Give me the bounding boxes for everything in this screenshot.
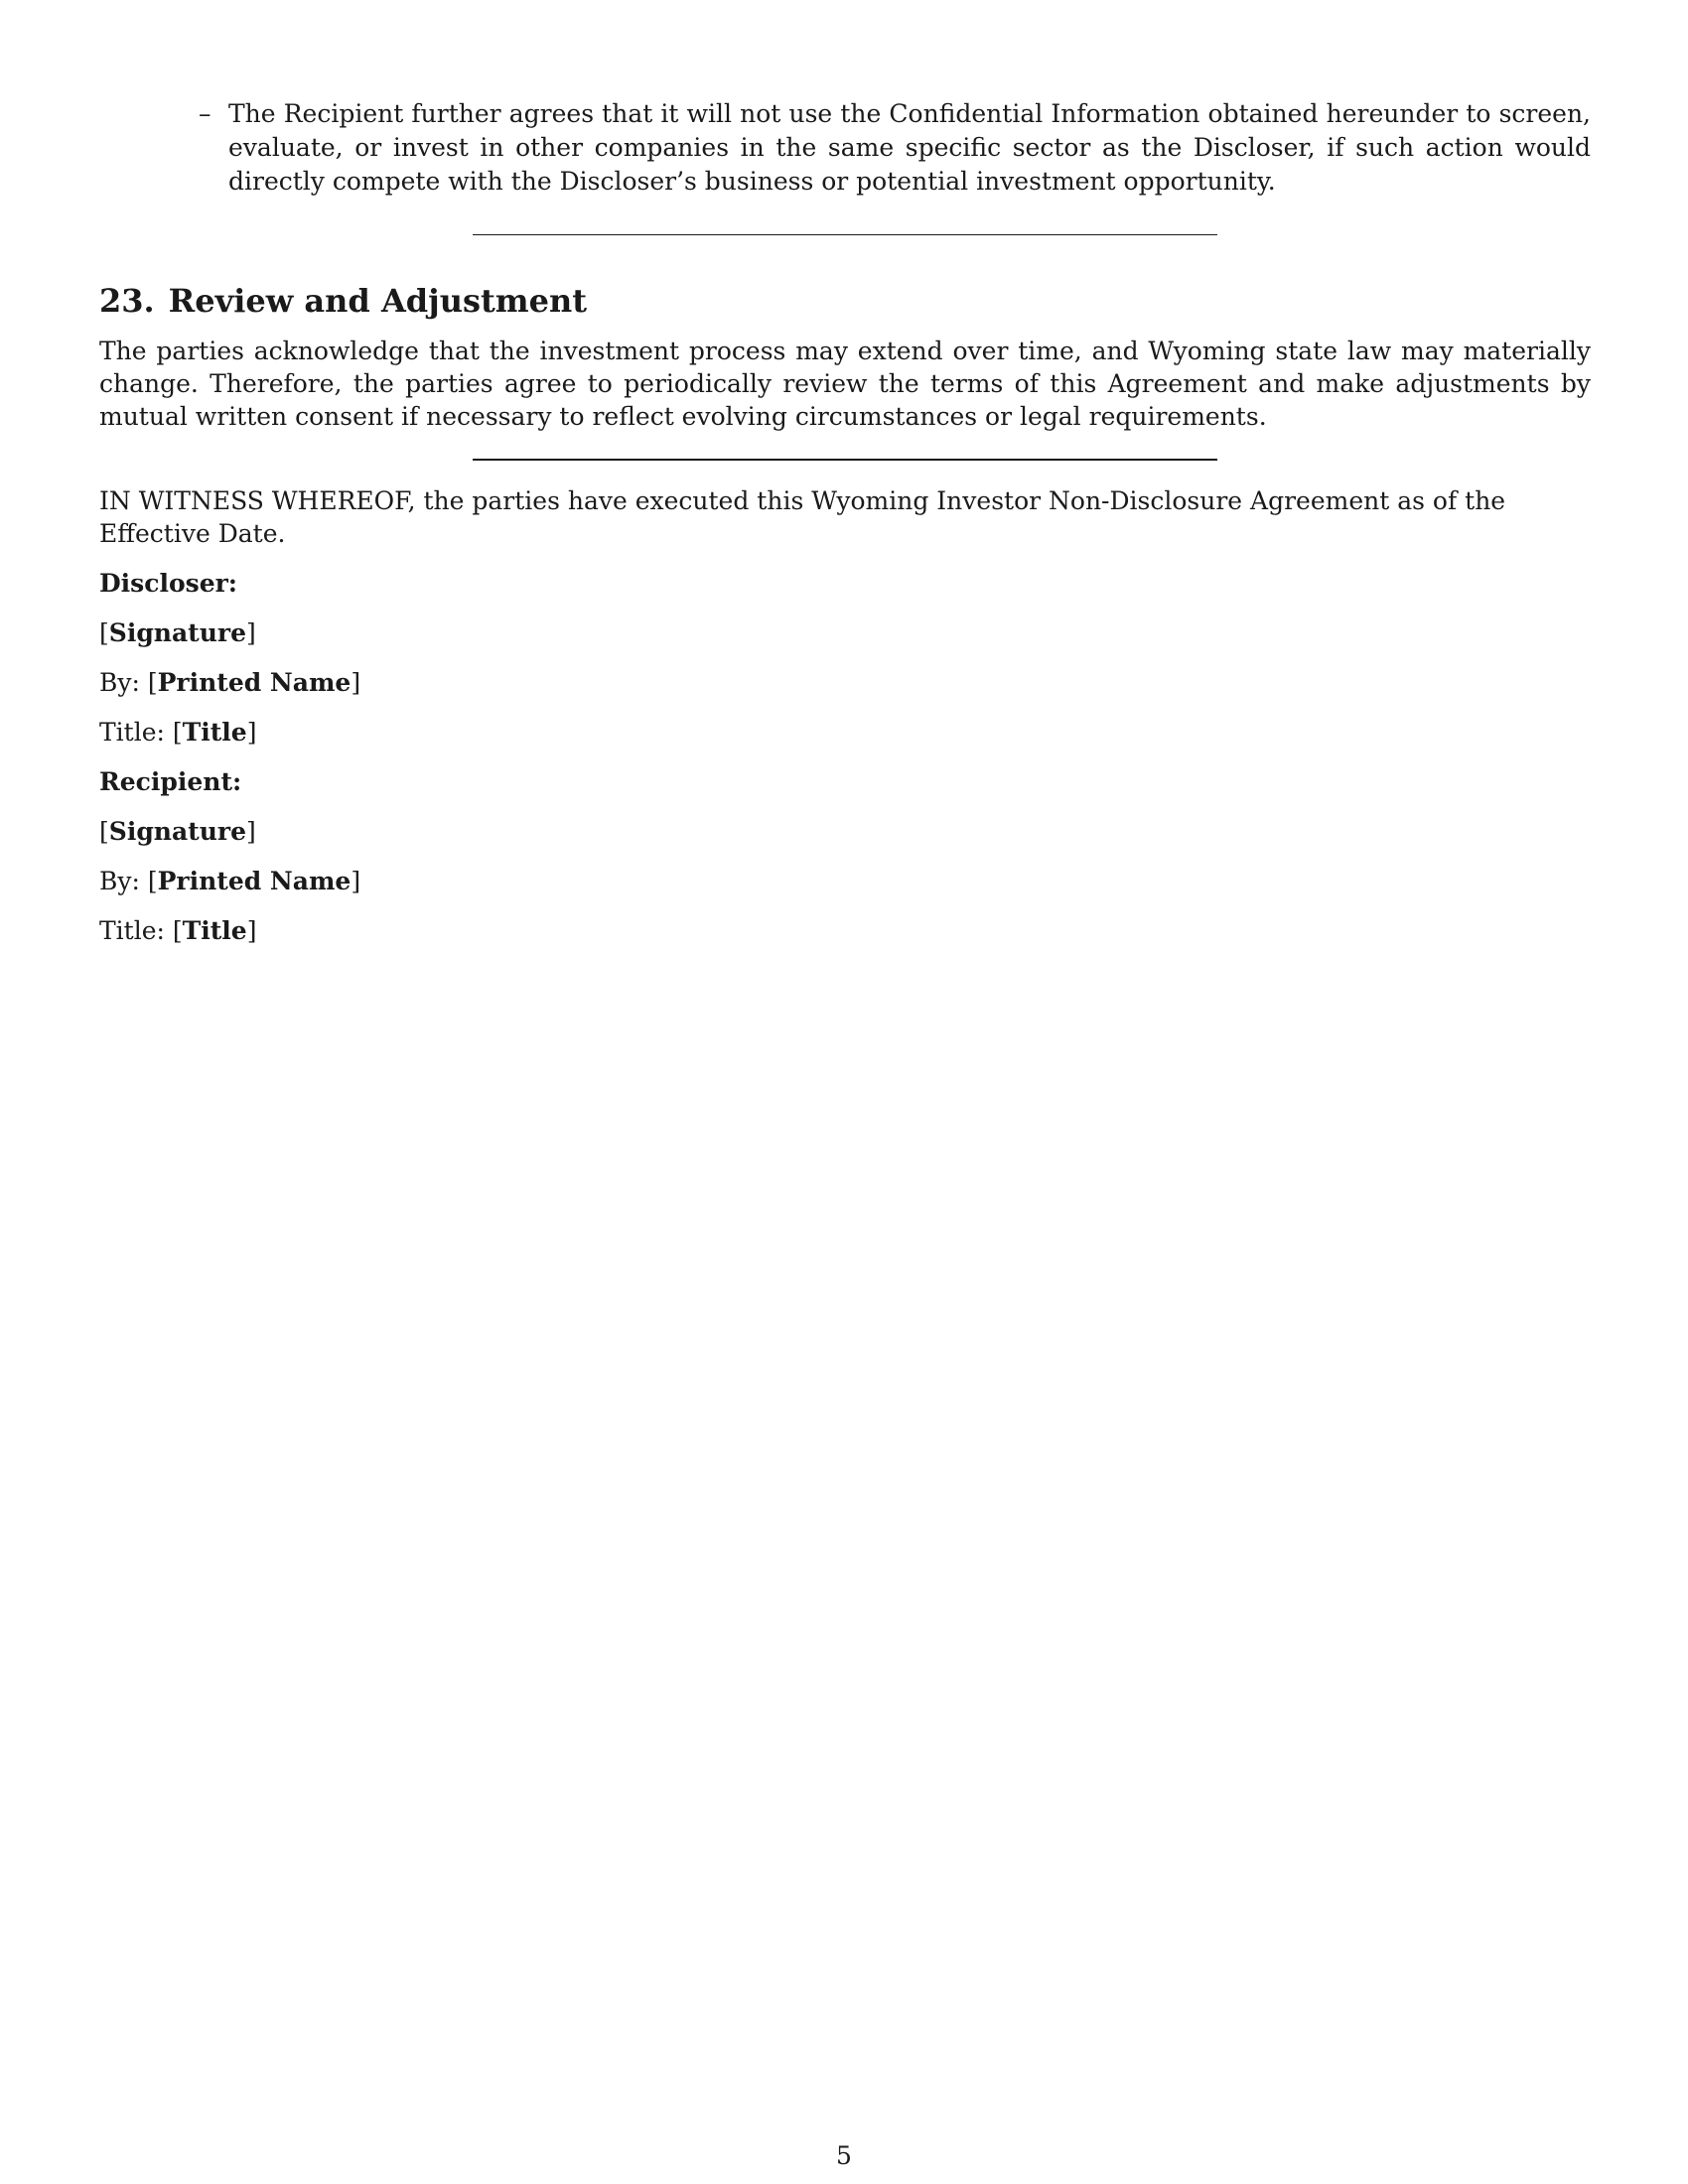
discloser-title-label: Title:	[99, 718, 165, 747]
discloser-signature-placeholder: Signature	[108, 618, 246, 647]
discloser-block	[99, 567, 1591, 749]
discloser-signature: [Signature]	[99, 618, 256, 647]
bullet-text: The Recipient further agrees that it will not use the Confidential Information obtained hereunder to screen, evaluate, or invest in other companies in the same specific sector as the Discloser, if such action would directly compete with the Discloser’s business or potential investment opportunity.	[228, 99, 1591, 196]
discloser-title-placeholder: Title	[182, 718, 247, 747]
discloser-heading: Discloser:	[99, 569, 238, 598]
discloser-title: Title: [Title]	[99, 718, 257, 747]
section-body: The parties acknowledge that the investment process may extend over time, and Wyoming state law may materially change. Therefore, the parties agree to periodically review the terms of this Agreement and make adjustments by mutual written consent if necessary to reflect evolving circumstances or legal requirements.	[99, 337, 1591, 431]
section-number: 23.	[99, 282, 155, 320]
section-heading	[99, 281, 1591, 321]
recipient-block	[99, 765, 1591, 947]
recipient-printed-name-placeholder: Printed Name	[157, 867, 352, 895]
recipient-signature-placeholder: Signature	[108, 817, 246, 846]
recipient-signature: [Signature]	[99, 817, 256, 846]
section-title: Review and Adjustment	[168, 282, 588, 320]
list-item	[199, 97, 1591, 199]
discloser-printed-name: By: [Printed Name]	[99, 668, 361, 697]
document-page	[99, 97, 1591, 964]
recipient-title-label: Title:	[99, 916, 165, 945]
section-divider	[473, 234, 1217, 235]
discloser-printed-name-placeholder: Printed Name	[157, 668, 352, 697]
recipient-printed-name: By: [Printed Name]	[99, 867, 361, 895]
page-number: 5	[836, 2141, 852, 2170]
discloser-by-label: By:	[99, 668, 140, 697]
recipient-title: Title: [Title]	[99, 916, 257, 945]
signature-divider	[473, 459, 1217, 461]
witness-statement: IN WITNESS WHEREOF, the parties have executed this Wyoming Investor Non-Disclosure Agreement as of the Effective Date.	[99, 486, 1506, 548]
recipient-title-placeholder: Title	[182, 916, 247, 945]
bullet-dash: –	[199, 99, 211, 128]
recipient-heading: Recipient:	[99, 767, 242, 796]
recipient-by-label: By:	[99, 867, 140, 895]
